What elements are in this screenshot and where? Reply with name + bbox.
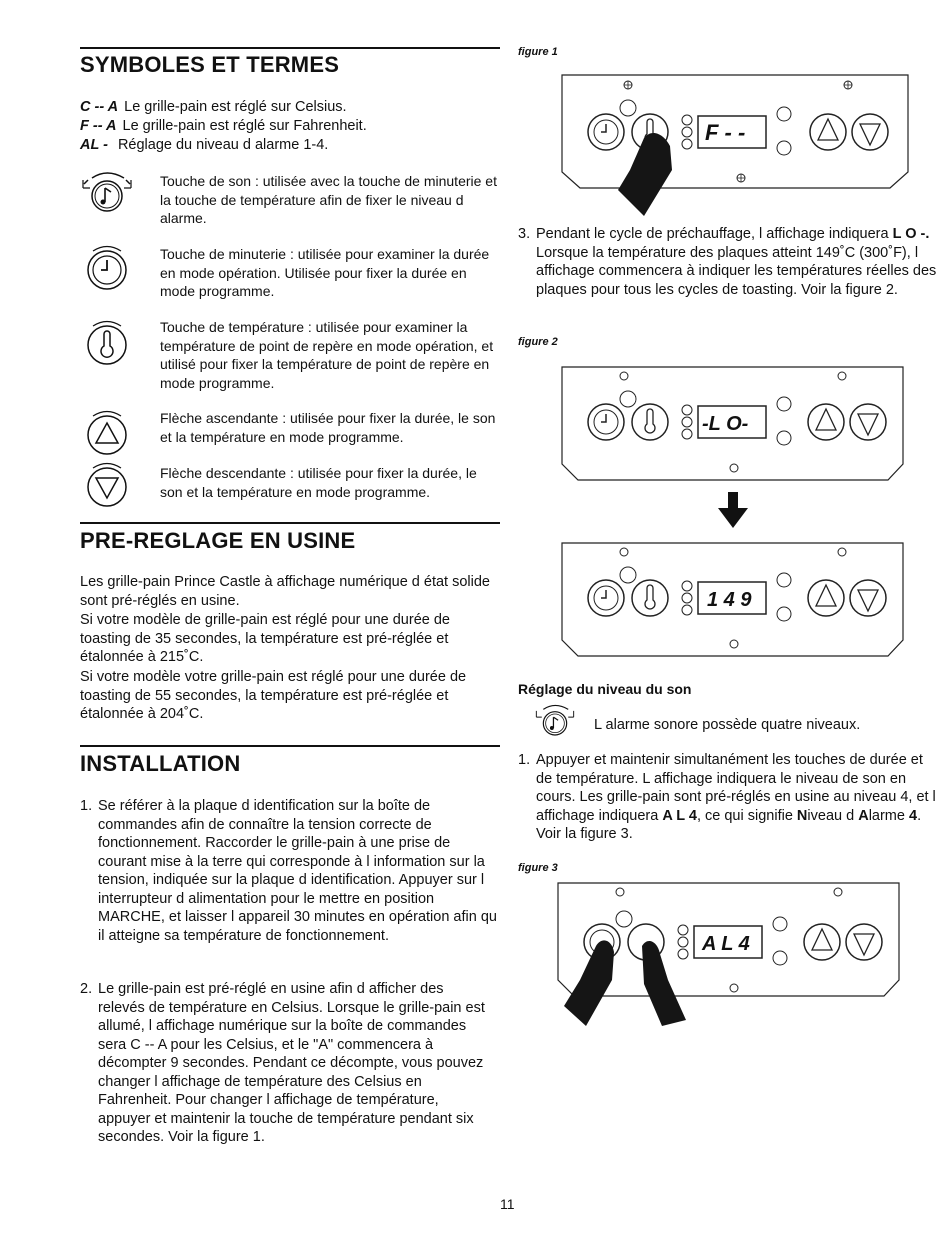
sound-key-icon <box>80 170 134 216</box>
list-item <box>518 751 942 846</box>
temperature-key-icon <box>83 320 131 368</box>
text-fragment: larme <box>868 807 905 824</box>
symbol-def-timer: Touche de minuterie : utilisée pour examiner la durée en mode opération. Utilisée pour fixer la durée en mode programme. <box>160 246 490 299</box>
display-code: A L 4 <box>662 807 697 824</box>
list-number: 2. <box>80 981 93 997</box>
sound-description: L alarme sonore possède quatre niveaux. <box>594 717 861 733</box>
control-panel-figure-2-a <box>560 364 910 489</box>
term-celsius <box>80 98 347 116</box>
list-item <box>80 980 500 1170</box>
emphasis: N <box>796 807 808 824</box>
section-title-prereglage: PRE-REGLAGE EN USINE <box>80 528 356 553</box>
text-fragment: Appuyer et maintenir simultanément les touches de durée et de température. L affichage indiquera le niveau de son en cours. Les grille-pain sont pré-réglés en usine au niveau 4, et l affichage indiquera <box>536 752 936 824</box>
sound-key-icon <box>534 703 576 739</box>
symbol-def-sound: Touche de son : utilisée avec la touche de minuterie et la touche de température afin de fixer le niveau d alarme. <box>160 173 497 226</box>
list-text <box>536 751 942 844</box>
section-rule <box>80 522 500 524</box>
list-number: 1. <box>518 752 531 768</box>
timer-key-icon <box>83 245 131 293</box>
symbol-def-up-arrow: Flèche ascendante : utilisée pour fixer la durée, le son et la température en mode programme. <box>160 410 496 445</box>
term-text: Le grille-pain est réglé sur Fahrenheit. <box>122 118 367 134</box>
text-fragment: , ce qui signifie <box>696 807 793 824</box>
list-text: Se référer à la plaque d identification sur la boîte de commandes afin de connaître la tension correcte de fonctionnement. Raccorder le grille-pain à une prise de courant mise à la terre qui corresponde à l information sur la tension, indiquée sur la plaque d identification. Appuyer sur l interrupteur d alimentation pour le mettre en position MARCHE, et laisser l appareil 30 minutes en opération afin qu il atteigne sa température de fonctionnement. <box>98 798 497 944</box>
list-number: 1. <box>80 798 93 814</box>
up-arrow-key-icon <box>83 410 131 458</box>
control-panel-figure-2-b <box>560 540 910 665</box>
prereglage-p2: Si votre modèle de grille-pain est réglé pour une durée de toasting de 35 secondes, la température est pré-réglée et étalonnée à 215˚C. <box>80 612 450 665</box>
term-alarm <box>80 136 328 154</box>
display-readout: -L O- <box>702 413 749 435</box>
term-text: Le grille-pain est réglé sur Celsius. <box>124 99 347 115</box>
section-title-installation: INSTALLATION <box>80 751 241 776</box>
text-fragment: Lorsque la température des plaques atteint 149˚C (300˚F), l affichage commencera à indiquer les températures réelles des plaques pour tous les cycles de toasting. Voir la figure 2. <box>536 244 937 298</box>
figure-label: figure 2 <box>518 336 558 348</box>
down-arrow-icon <box>718 492 748 528</box>
list-number: 3. <box>518 226 531 242</box>
text-fragment: Pendant le cycle de préchauffage, l affichage indiquera <box>536 226 889 242</box>
term-abbr: C -- A <box>80 99 119 115</box>
symbol-def-temperature: Touche de température : utilisée pour examiner la température de point de repère en mode opération, et utilisé pour fixer la température de point de repère en mode programme. <box>160 319 494 391</box>
list-item <box>80 797 500 967</box>
emphasis: 4 <box>908 807 918 824</box>
display-readout: F - - <box>705 120 746 145</box>
section-rule <box>80 47 500 49</box>
term-abbr: F -- A <box>80 118 117 134</box>
subheading-sound-level: Réglage du niveau du son <box>518 681 692 697</box>
prereglage-p1: Les grille-pain Prince Castle à affichage numérique d état solide sont pré-réglés en usine. <box>80 574 491 609</box>
text-fragment: iveau d <box>807 807 855 824</box>
section-title-symboles: SYMBOLES ET TERMES <box>80 52 340 77</box>
emphasis: A <box>858 807 869 824</box>
display-code: L O -. <box>892 226 930 242</box>
page-number: 11 <box>500 1196 515 1212</box>
figure-label: figure 1 <box>518 46 558 58</box>
figure-label: figure 3 <box>518 862 558 874</box>
list-text: Le grille-pain est pré-réglé en usine afin d afficher des relevés de température en Celsius. Lorsque le grille-pain est allumé, l affichage numérique sur la boîte de commandes sera C -- A pour les Celsius, et le "A" commencera à décompter 9 secondes. Pendant ce décompte, vous pouvez changer l affichage de température des Celsius en Fahrenheit. Pour changer l affichage de température, appuyer et maintenir la touche de température pendant six secondes. Voir la figure 1. <box>98 981 485 1145</box>
down-arrow-key-icon <box>83 462 131 510</box>
term-abbr: AL - <box>80 137 108 153</box>
symbol-def-down-arrow: Flèche descendante : utilisée pour fixer la durée, le son et la température en mode programme. <box>160 465 477 500</box>
term-fahrenheit <box>80 117 367 135</box>
list-text <box>536 225 942 299</box>
prereglage-p3: Si votre modèle votre grille-pain est réglé pour une durée de toasting de 55 secondes, la température est pré-réglée et étalonnée à 204˚C. <box>80 669 467 722</box>
term-text: Réglage du niveau d alarme 1-4. <box>117 137 329 153</box>
text-fragment: . Voir la figure 3. <box>536 807 922 842</box>
display-readout: 1 4 9 <box>707 589 752 611</box>
list-item <box>518 225 942 320</box>
control-panel-figure-3 <box>556 880 906 1030</box>
control-panel-figure-1 <box>560 72 910 217</box>
display-readout: A L 4 <box>702 933 750 955</box>
section-rule <box>80 745 500 747</box>
